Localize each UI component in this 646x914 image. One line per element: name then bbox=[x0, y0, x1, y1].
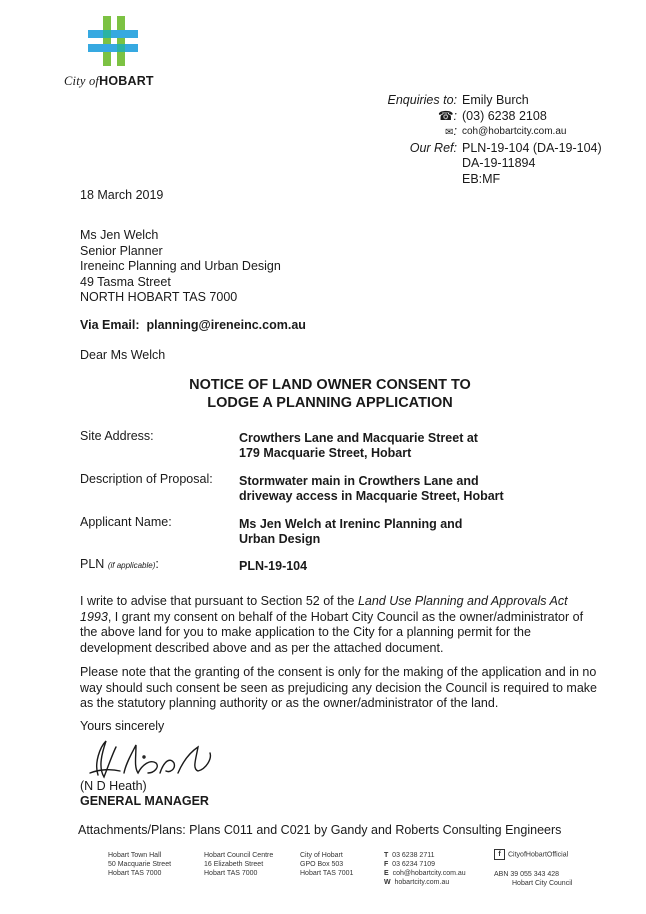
site-address-label: Site Address: bbox=[80, 429, 154, 443]
footer-abn: ABN 39 055 343 428 Hobart City Council bbox=[494, 871, 573, 887]
footer-phone: 03 6238 2711 bbox=[392, 852, 435, 859]
footer-facebook[interactable]: f CityofHobartOfficial bbox=[494, 849, 568, 860]
addressee-title: Senior Planner bbox=[80, 243, 163, 258]
applicant-value: Ms Jen Welch at Ireninc Planning and Urban Design bbox=[239, 517, 463, 546]
our-ref-label: Our Ref: bbox=[409, 140, 457, 155]
via-email-label: Via Email: bbox=[80, 318, 140, 332]
enquiries-phone: (03) 6238 2108 bbox=[462, 108, 547, 123]
facebook-icon: f bbox=[494, 849, 505, 860]
footer-contacts: T 03 6238 2711 F 03 6234 7109 E coh@hobartcity.com.au W hobartcity.com.au bbox=[384, 852, 466, 886]
logo-wordmark: City ofHOBART bbox=[64, 74, 154, 88]
letter-date: 18 March 2019 bbox=[80, 188, 164, 202]
site-address-value: Crowthers Lane and Macquarie Street at 179 Macquarie Street, Hobart bbox=[239, 431, 478, 460]
attachments-line: Attachments/Plans: Plans C011 and C021 by Gandy and Roberts Consulting Engineers bbox=[78, 823, 562, 837]
description-label: Description of Proposal: bbox=[80, 472, 213, 486]
city-of-hobart-logo-icon bbox=[88, 16, 138, 66]
addressee-city: NORTH HOBART TAS 7000 bbox=[80, 290, 238, 304]
footer-website[interactable]: hobartcity.com.au bbox=[394, 879, 450, 886]
email-icon: ✉ bbox=[445, 127, 454, 138]
description-value: Stormwater main in Crowthers Lane and driveway access in Macquarie Street, Hobart bbox=[239, 474, 504, 503]
footer-fax: 03 6234 7109 bbox=[392, 861, 435, 868]
signatory-title: GENERAL MANAGER bbox=[80, 794, 209, 808]
footer-col-town-hall: Hobart Town Hall 50 Macquarie Street Hobart TAS 7000 bbox=[108, 852, 172, 877]
applicant-label: Applicant Name: bbox=[80, 515, 172, 529]
consent-paragraph: I write to advise that pursuant to Section 52 of the Land Use Planning and Approvals Act 1993, I grant my consent on behalf of the Hobart City Council as the owner/administrator of the above land for you to make application to the City for a planning permit for the development described above and as per the attached document. bbox=[80, 594, 584, 655]
enquiries-block: Enquiries to: Emily Burch ☎: (03) 6238 2108 ✉: coh@hobartcity.com.au Our Ref: PLN-19-104 (DA-19-104) DA-19-11894 EB:MF bbox=[350, 93, 602, 187]
pln-label: PLN (if applicable): bbox=[80, 557, 159, 571]
enquiries-email: coh@hobartcity.com.au bbox=[462, 126, 567, 137]
signatory-name: (N D Heath) bbox=[80, 779, 147, 793]
our-ref-3: EB:MF bbox=[462, 171, 501, 186]
addressee-name: Ms Jen Welch bbox=[80, 228, 159, 242]
note-paragraph: Please note that the granting of the consent is only for the making of the application and in no way should such consent be seen as prejudicing any decision the Council is required to make as the statutory planning authority or as the owner/administrator of the land. bbox=[80, 665, 597, 711]
pln-value: PLN-19-104 bbox=[239, 559, 308, 573]
footer-col-postal: City of Hobart GPO Box 503 Hobart TAS 7001 bbox=[300, 852, 354, 877]
act-name: Land Use Planning and Approvals Act 1993 bbox=[80, 594, 568, 624]
our-ref-2: DA-19-11894 bbox=[462, 156, 536, 170]
notice-title bbox=[120, 376, 540, 412]
enquiries-name: Emily Burch bbox=[462, 93, 529, 107]
footer-col-council-centre: Hobart Council Centre 16 Elizabeth Street Hobart TAS 7000 bbox=[204, 852, 274, 877]
salutation: Dear Ms Welch bbox=[80, 348, 166, 362]
addressee-block bbox=[80, 228, 281, 306]
notice-title-line1: NOTICE OF LAND OWNER CONSENT TO bbox=[189, 377, 471, 393]
footer-email[interactable]: coh@hobartcity.com.au bbox=[392, 870, 466, 877]
our-ref-1: PLN-19-104 (DA-19-104) bbox=[462, 140, 602, 155]
closing: Yours sincerely bbox=[80, 719, 165, 733]
addressee-company: Ireneinc Planning and Urban Design bbox=[80, 259, 281, 273]
addressee-street: 49 Tasma Street bbox=[80, 274, 171, 289]
via-email-address[interactable]: planning@ireneinc.com.au bbox=[146, 318, 306, 332]
via-email bbox=[80, 318, 306, 334]
enquiries-label: Enquiries to: bbox=[387, 93, 457, 107]
telephone-icon: ☎ bbox=[437, 108, 454, 123]
notice-title-line2: LODGE A PLANNING APPLICATION bbox=[207, 395, 453, 411]
